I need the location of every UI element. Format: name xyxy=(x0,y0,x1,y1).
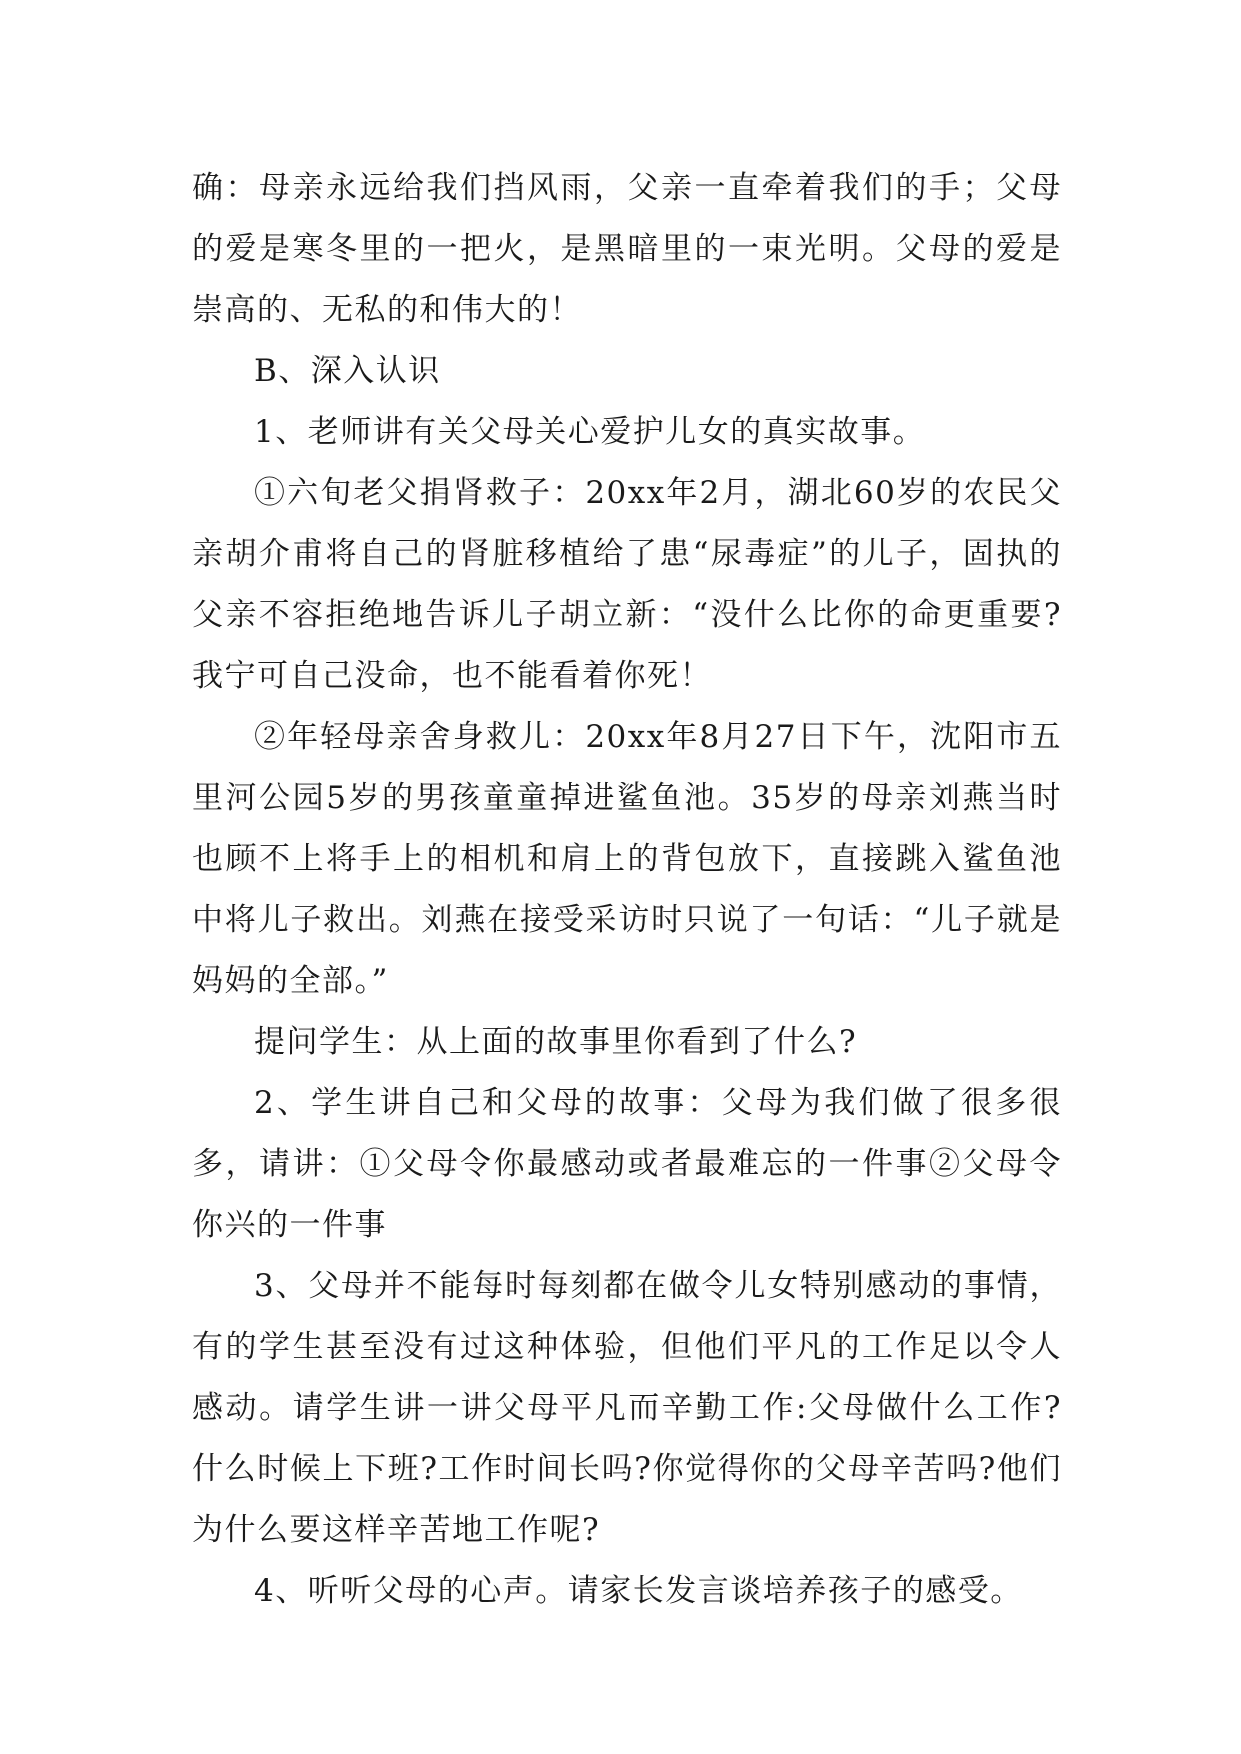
paragraph-item-2: 2、学生讲自己和父母的故事：父母为我们做了很多很多，请讲：①父母令你最感动或者最难忘的一件事②父母令你兴的一件事 xyxy=(192,1085,1062,1243)
paragraph-story-father: ①六旬老父捐肾救子：20xx年2月，湖北60岁的农民父亲胡介甫将自己的肾脏移植给了患“尿毒症”的儿子，固执的父亲不容拒绝地告诉儿子胡立新：“没什么比你的命更重要?我宁可自己没命，也不能看着你死！ xyxy=(192,475,1062,694)
paragraph-item-3: 3、父母并不能每时每刻都在做令儿女特别感动的事情，有的学生甚至没有过这种体验，但他们平凡的工作足以令人感动。请学生讲一讲父母平凡而辛勤工作:父母做什么工作?什么时候上下班?工作时间长吗?你觉得你的父母辛苦吗?他们为什么要这样辛苦地工作呢? xyxy=(192,1268,1062,1548)
document-body xyxy=(192,158,1062,1622)
paragraph-story-mother: ②年轻母亲舍身救儿：20xx年8月27日下午，沈阳市五里河公园5岁的男孩童童掉进鲨鱼池。35岁的母亲刘燕当时也顾不上将手上的相机和肩上的背包放下，直接跳入鲨鱼池中将儿子救出。刘燕在接受采访时只说了一句话：“儿子就是妈妈的全部。” xyxy=(192,719,1062,999)
paragraph-item-4: 4、听听父母的心声。请家长发言谈培养孩子的感受。 xyxy=(254,1573,1023,1609)
section-heading-deep-understanding: B、深入认识 xyxy=(254,353,441,389)
paragraph-question: 提问学生：从上面的故事里你看到了什么? xyxy=(254,1024,858,1060)
paragraph-conclusion: 确：母亲永远给我们挡风雨，父亲一直牵着我们的手；父母的爱是寒冬里的一把火，是黑暗里的一束光明。父母的爱是崇高的、无私的和伟大的！ xyxy=(192,170,1062,328)
paragraph-item-1: 1、老师讲有关父母关心爱护儿女的真实故事。 xyxy=(254,414,926,450)
